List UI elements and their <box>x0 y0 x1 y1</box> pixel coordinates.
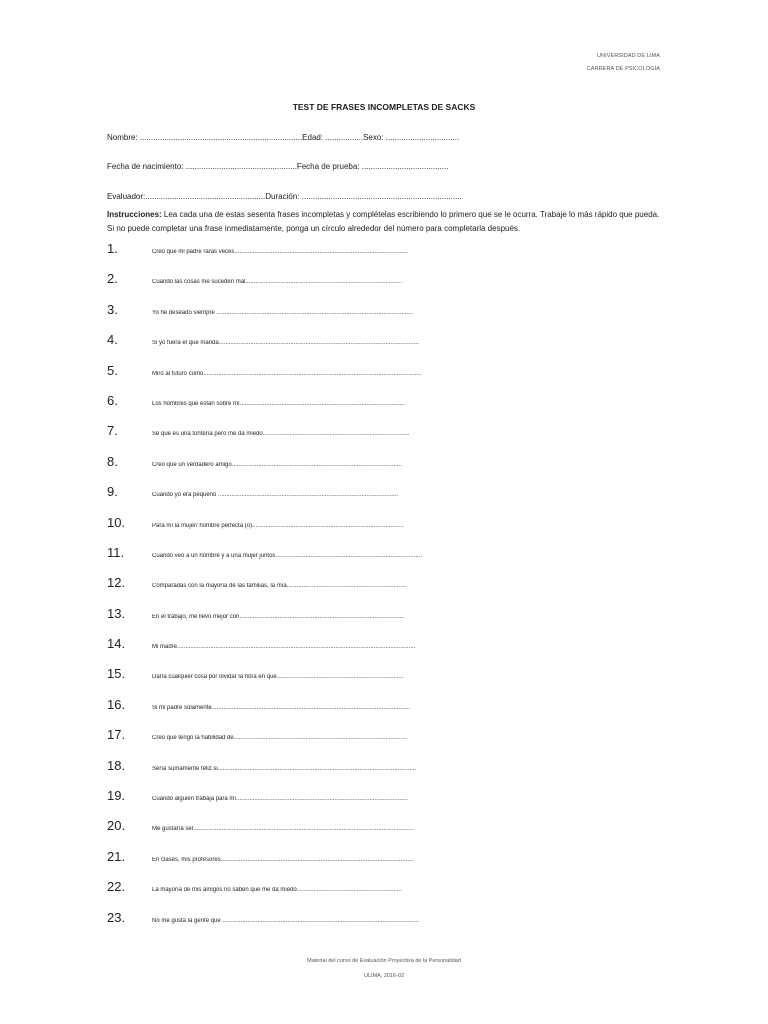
sentence-list <box>107 241 667 940</box>
sentence-item <box>107 454 667 484</box>
item-sentence[interactable]: Mi madre............................................................................................................................................... <box>152 644 416 651</box>
sentence-item <box>107 758 667 788</box>
sentence-item <box>107 271 667 301</box>
item-number: 20. <box>107 818 126 834</box>
item-number: 13. <box>107 605 126 621</box>
item-number: 17. <box>107 727 126 743</box>
instructions <box>107 208 667 236</box>
item-number: 6. <box>107 392 118 408</box>
item-number: 22. <box>107 879 126 895</box>
item-sentence[interactable]: La mayoría de mis amigos no saben que me da miedo............................................................... <box>152 887 402 894</box>
item-number: 9. <box>107 484 118 500</box>
sentence-item <box>107 241 667 271</box>
item-number: 15. <box>107 666 126 682</box>
item-sentence[interactable]: En el trabajo, me llevo mejor con................................................................................................... <box>152 613 405 620</box>
item-number: 23. <box>107 909 126 925</box>
fields-name-age-sex: Nombre: .........................................................................Edad: .................Sexo: ................................. <box>107 133 460 142</box>
item-sentence[interactable]: Miro al futuro como................................................................................................................................... <box>152 370 422 377</box>
item-number: 21. <box>107 848 126 864</box>
item-number: 16. <box>107 696 126 712</box>
item-sentence[interactable]: Si yo fuera el que manda........................................................................................................................ <box>152 340 419 347</box>
fields-birthdate-testdate: Fecha de nacimiento: ..................................................Fecha de prueba: ....................................... <box>107 162 449 171</box>
instructions-label: Instrucciones: <box>107 210 162 219</box>
item-number: 10. <box>107 514 126 530</box>
item-sentence[interactable]: Comparadas con la mayoría de las familias, la mía........................................................................ <box>152 583 407 590</box>
item-sentence[interactable]: Los hombres que están sobre mí................................................................................................... <box>152 400 405 407</box>
sentence-item <box>107 788 667 818</box>
item-sentence[interactable]: Cuando yo era pequeño ............................................................................................................ <box>152 492 399 499</box>
item-number: 4. <box>107 332 118 348</box>
sentence-item <box>107 515 667 545</box>
item-number: 2. <box>107 271 118 287</box>
item-sentence[interactable]: Sé que es una tontería pero me da miedo........................................................................................ <box>152 431 410 438</box>
page-header <box>587 50 660 76</box>
sentence-item <box>107 363 667 393</box>
sentence-item <box>107 606 667 636</box>
sentence-item <box>107 818 667 848</box>
item-sentence[interactable]: Creo que un verdadero amigo...................................................................................................... <box>152 461 402 468</box>
sentence-item <box>107 423 667 453</box>
footer-term: ULIMA, 2016-02 <box>363 973 405 979</box>
university-name: UNIVERSIDAD DE LIMA <box>596 53 660 59</box>
item-number: 19. <box>107 788 126 804</box>
item-sentence[interactable]: No me gusta la gente que ...................................................................................................................... <box>152 917 420 924</box>
item-number: 1. <box>107 241 118 256</box>
item-sentence[interactable]: Yo he deseado siempre ...................................................................................................................... <box>152 309 414 316</box>
item-sentence[interactable]: Cuando veo a un hombre y a una mujer juntos........................................................................................ <box>152 552 423 559</box>
item-number: 14. <box>107 636 126 652</box>
sentence-item <box>107 910 667 940</box>
footer-course: Material del curso de Evaluación Proyectiva de la Personalidad <box>307 958 461 964</box>
sentence-item <box>107 575 667 605</box>
sentence-item <box>107 879 667 909</box>
item-sentence[interactable]: Para mí la mujer/ hombre perfecta (o)........................................................................................... <box>152 522 404 529</box>
document-title: TEST DE FRASES INCOMPLETAS DE SACKS <box>292 102 476 112</box>
item-number: 5. <box>107 362 118 378</box>
item-sentence[interactable]: Si mi padre solamente....................................................................................................................... <box>152 704 411 711</box>
item-sentence[interactable]: Daría cualquier cosa por olvidar la hora en que............................................................................ <box>152 674 404 681</box>
sentence-item <box>107 849 667 879</box>
sentence-item <box>107 545 667 575</box>
item-number: 7. <box>107 423 118 439</box>
instructions-text: Lea cada una de estas sesenta frases incompletas y complételas escribiendo lo primero que se le ocurra. Trabaje lo más rápido que pueda. Si no puede completar una frase inmediatamente, ponga un círculo alrededor del número para completarla después. <box>107 210 660 233</box>
sentence-item <box>107 302 667 332</box>
item-number: 18. <box>107 757 126 773</box>
item-sentence[interactable]: Creo que mi padre raras veces........................................................................................................ <box>152 249 408 255</box>
item-sentence[interactable]: Cuando alguien trabaja para mí....................................................................................................... <box>152 796 408 803</box>
fields-evaluator-duration: Evaluador:......................................................Duración: ........................................................................ <box>107 192 462 201</box>
sentence-item <box>107 332 667 362</box>
sentence-item <box>107 393 667 423</box>
item-number: 11. <box>107 544 125 560</box>
item-number: 12. <box>107 575 126 591</box>
item-number: 8. <box>107 453 118 469</box>
page-footer <box>0 954 768 984</box>
sentence-item <box>107 666 667 696</box>
item-sentence[interactable]: Creo que tengo la habilidad de........................................................................................................ <box>152 735 408 742</box>
sentence-item <box>107 484 667 514</box>
item-sentence[interactable]: En clases, mis profesores.................................................................................................................... <box>152 856 415 863</box>
item-sentence[interactable]: Me gustaría ser.................................................................................................................................... <box>152 826 414 833</box>
item-sentence[interactable]: Sería sumamente feliz si....................................................................................................................... <box>152 765 417 772</box>
sentence-item <box>107 697 667 727</box>
sentence-item <box>107 636 667 666</box>
item-sentence[interactable]: Cuando las cosas me suceden mal.............................................................................................. <box>152 279 403 286</box>
item-number: 3. <box>107 301 118 317</box>
sentence-item <box>107 727 667 757</box>
career-name: CARRERA DE PSICOLOGÍA <box>586 66 660 72</box>
